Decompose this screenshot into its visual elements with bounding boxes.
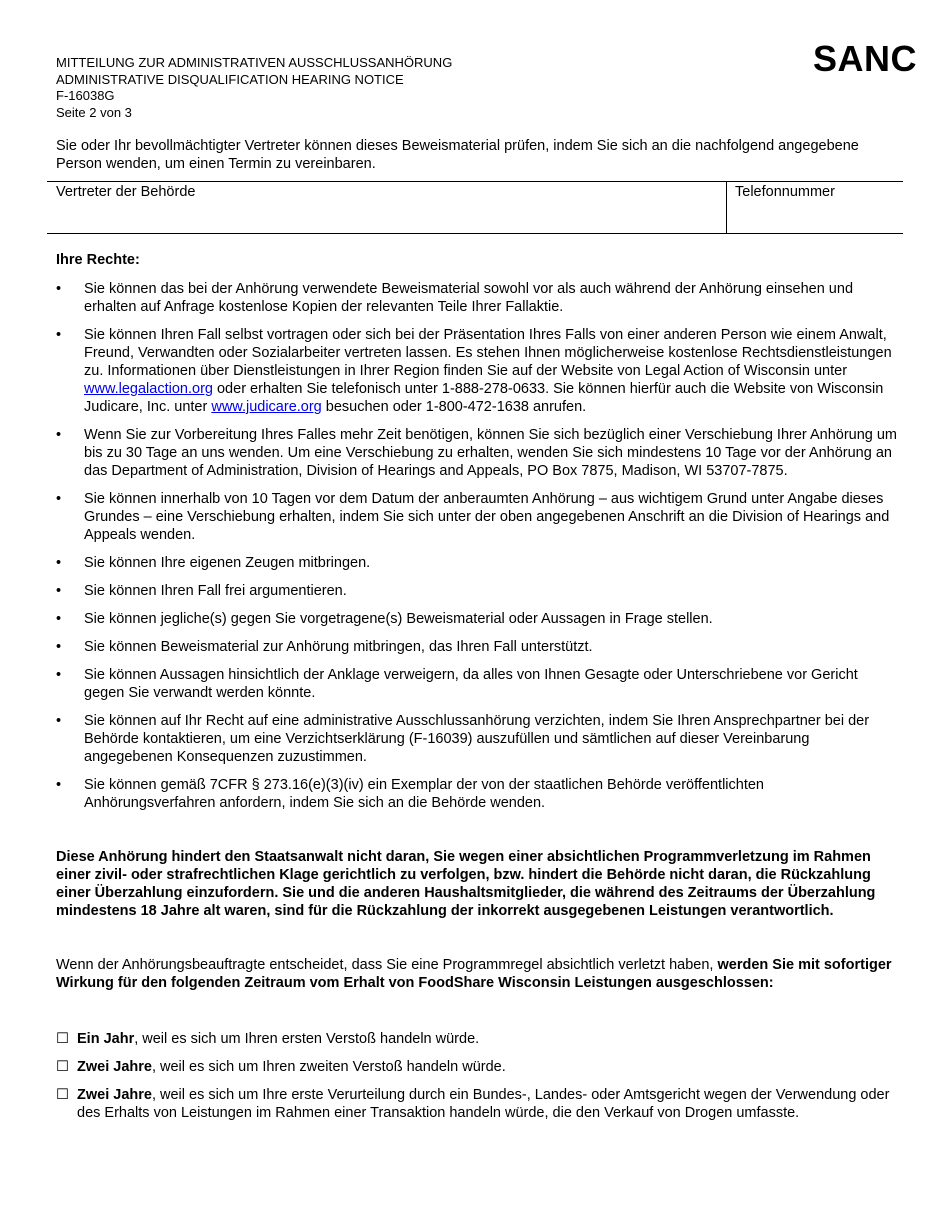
prosecutor-notice: Diese Anhörung hindert den Staatsanwalt nicht daran, Sie wegen einer absichtlichen Programmverletzung im Rahmen einer zivil- oder strafrechtlichen Klage gerichtlich zu verfolgen, bzw. hindert die Behörde nicht daran, die Rückzahlung einer Überzahlung einzufordern. Sie und die anderen Haushaltsmitglieder, die während des Zeitraums der Überzahlung mindestens 18 Jahre alt waren, sind für die Rückzahlung der inkorrekt ausgegebenen Leistungen verantwortlich. <box>56 849 876 919</box>
agency-rep-table <box>47 181 903 234</box>
bullet-icon: • <box>56 611 62 627</box>
rights-title: Ihre Rechte: <box>56 252 140 268</box>
list-item: • Sie können Ihren Fall frei argumentieren. <box>56 583 347 599</box>
bullet-icon: • <box>56 281 62 297</box>
bullet-icon: • <box>56 583 62 599</box>
bullet-icon: • <box>56 777 62 793</box>
bullet-icon: • <box>56 555 62 571</box>
bullet-icon: • <box>56 427 62 443</box>
form-number: F-16038G <box>56 88 115 103</box>
form-header <box>56 55 452 121</box>
legalaction-link[interactable]: www.legalaction.org <box>84 381 213 397</box>
list-item: • Wenn Sie zur Vorbereitung Ihres Falles mehr Zeit benötigen, können Sie sich bezüglich einer Verschiebung Ihrer Anhörung um bis zu 30 Tage an uns wenden. Um eine Verschiebung zu erhalten, wenden Sie sich mindestens 10 Tage vor der Anhörung an das Department of Administration, Division of Hearings and Appeals, PO Box 7875, Madison, WI 53707-7875. <box>56 427 898 479</box>
form-code: SANC <box>812 38 917 79</box>
list-item: • Sie können Ihren Fall selbst vortragen oder sich bei der Präsentation Ihres Falls von einer anderen Person wie einem Anwalt, Freund, Verwandten oder Sozialarbeiter vertreten lassen. Es stehen Ihnen möglicherweise kostenlose Rechtsdienstleistungen zu. Informationen über Dienstleistungen in Ihrer Region finden Sie auf der Website von Legal Action of Wisconsin unter www.legalaction.org oder erhalten Sie telefonisch unter 1-888-278-0633. Sie können hierfür auch die Website von Wisconsin Judicare, Inc. unter www.judicare.org besuchen oder 1-800-472-1638 anrufen. <box>56 327 892 415</box>
agency-rep-label: Vertreter der Behörde <box>56 184 196 200</box>
option-item: ☐ Zwei Jahre, weil es sich um Ihren zweiten Verstoß handeln würde. <box>56 1059 506 1075</box>
disqualification-paragraph: Wenn der Anhörungsbeauftragte entscheidet, dass Sie eine Programmregel absichtlich verletzt haben, werden Sie mit sofortiger Wirkung für den folgenden Zeitraum vom Erhalt von FoodShare Wisconsin Leistungen ausgeschlossen: <box>56 957 892 991</box>
bullet-icon: • <box>56 713 62 729</box>
form-title-english: ADMINISTRATIVE DISQUALIFICATION HEARING NOTICE <box>56 71 404 87</box>
checkbox-icon[interactable]: ☐ <box>56 1087 69 1103</box>
bullet-icon: • <box>56 491 62 507</box>
checkbox-icon[interactable]: ☐ <box>56 1031 69 1047</box>
list-item: • Sie können Beweismaterial zur Anhörung mitbringen, das Ihren Fall unterstützt. <box>56 639 593 655</box>
list-item: • Sie können Ihre eigenen Zeugen mitbringen. <box>56 555 371 571</box>
option-item: ☐ Zwei Jahre, weil es sich um Ihre erste Verurteilung durch ein Bundes-, Landes- oder Amtsgericht wegen der Verwendung oder des Erhalts von Leistungen im Rahmen einer Transaktion handeln würde, die den Verkauf von Drogen umfasste. <box>56 1087 890 1121</box>
bullet-icon: • <box>56 639 62 655</box>
bullet-icon: • <box>56 327 62 343</box>
table-divider <box>726 182 727 233</box>
intro-paragraph: Sie oder Ihr bevollmächtigter Vertreter können dieses Beweismaterial prüfen, indem Sie sich an die nachfolgend angegebene Person wenden, um einen Termin zu vereinbaren. <box>56 138 859 172</box>
list-item: • Sie können Aussagen hinsichtlich der Anklage verweigern, da alles von Ihnen Gesagte oder Unterschriebene vor Gericht gegen Sie verwandt werden könnte. <box>56 667 858 701</box>
list-item: • Sie können gemäß 7CFR § 273.16(e)(3)(iv) ein Exemplar der von der staatlichen Behörde veröffentlichten Anhörungsverfahren anfordern, indem Sie sich an die Behörde wenden. <box>56 777 764 811</box>
phone-label: Telefonnummer <box>735 184 835 200</box>
list-item: • Sie können innerhalb von 10 Tagen vor dem Datum der anberaumten Anhörung – aus wichtigem Grund unter Angabe dieses Grundes – eine Verschiebung erhalten, indem Sie sich unter der oben angegebenen Anschrift an die Division of Hearings and Appeals wenden. <box>56 491 890 543</box>
list-item: • Sie können das bei der Anhörung verwendete Beweismaterial sowohl vor als auch während der Anhörung einsehen und erhalten auf Anfrage kostenlose Kopien der relevanten Teile Ihrer Fallaktie. <box>56 281 854 315</box>
list-item: • Sie können jegliche(s) gegen Sie vorgetragene(s) Beweismaterial oder Aussagen in Frage stellen. <box>56 611 713 627</box>
page-indicator: Seite 2 von 3 <box>56 104 132 120</box>
judicare-link[interactable]: www.judicare.org <box>211 399 322 415</box>
disqualification-options <box>56 1030 901 1132</box>
list-item: • Sie können auf Ihr Recht auf eine administrative Ausschlussanhörung verzichten, indem Sie Ihren Ansprechpartner bei der Behörde kontaktieren, um eine Verzichtserklärung (F-16039) auszufüllen und sämtlichen auf dieser Vereinbarung angegebenen Konsequenzen zuzustimmen. <box>56 713 870 765</box>
option-item: ☐ Ein Jahr, weil es sich um Ihren ersten Verstoß handeln würde. <box>56 1031 480 1047</box>
rights-list <box>56 280 898 822</box>
checkbox-icon[interactable]: ☐ <box>56 1059 69 1075</box>
bullet-icon: • <box>56 667 62 683</box>
form-title-german: MITTEILUNG ZUR ADMINISTRATIVEN AUSSCHLUSSANHÖRUNG <box>56 55 453 70</box>
